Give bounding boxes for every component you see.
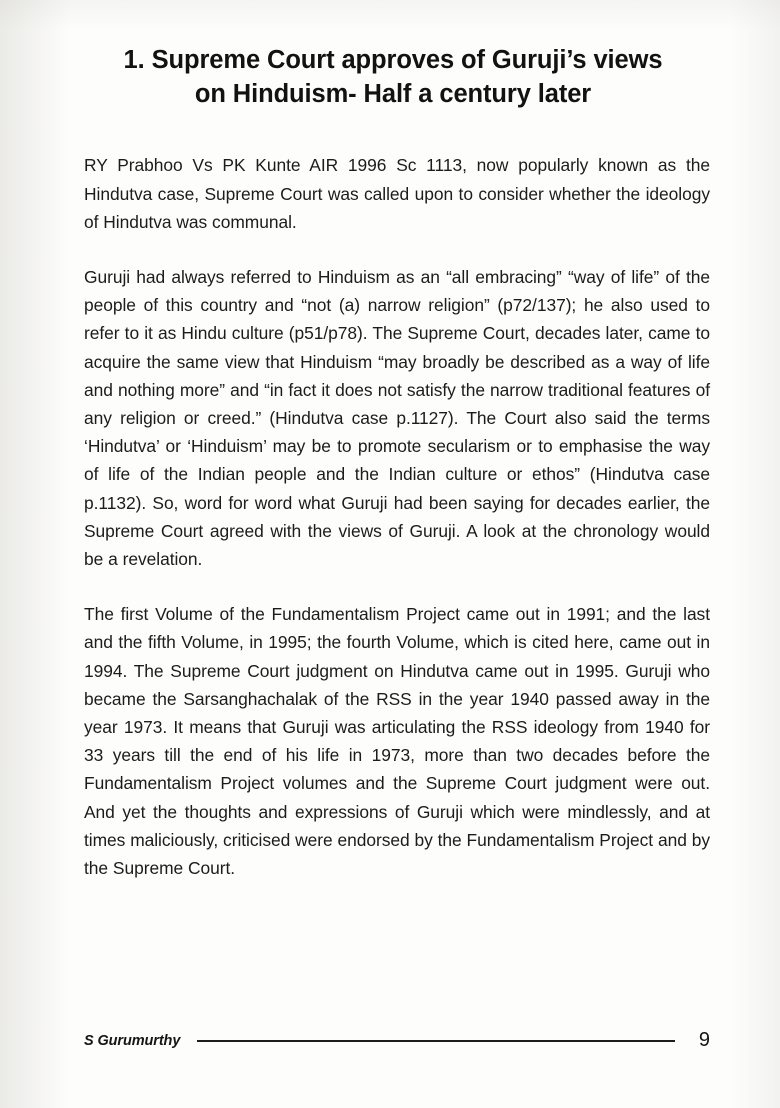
page-footer	[84, 1029, 710, 1052]
chapter-title-line-1: 1. Supreme Court approves of Guruji’s views	[123, 46, 663, 74]
footer-author-name: S Gurumurthy	[84, 1032, 181, 1049]
chapter-title-line-2: on Hinduism- Half a century later	[194, 79, 592, 108]
body-text	[84, 151, 710, 882]
footer-page-number: 9	[698, 1029, 710, 1051]
footer-divider-rule	[197, 1040, 675, 1042]
paragraph-1: RY Prabhoo Vs PK Kunte AIR 1996 Sc 1113, now popularly known as the Hindutva case, Supreme Court was called upon to consider whether the ideology of Hindutva was communal.	[84, 155, 710, 232]
paragraph-2: Guruji had always referred to Hinduism as an “all embracing” “way of life” of the people of this country and “not (a) narrow religion” (p72/137); he also used to refer to it as Hindu culture (p51/p78). The Supreme Court, decades later, came to acquire the same view that Hinduism “may broadly be described as a way of life and nothing more” and “in fact it does not satisfy the narrow traditional features of any religion or creed.” (Hindutva case p.1127). The Court also said the terms ‘Hindutva’ or ‘Hinduism’ may be to promote secularism or to emphasise the way of life of the Indian people and the Indian culture or ethos” (Hindutva case p.1132). So, word for word what Guruji had been saying for decades earlier, the Supreme Court agreed with the views of Guruji. A look at the chronology would be a revelation.	[84, 266, 710, 569]
paragraph-3: The first Volume of the Fundamentalism Project came out in 1991; and the last and the fifth Volume, in 1995; the fourth Volume, which is cited here, came out in 1994. The Supreme Court judgment on Hindutva came out in 1995. Guruji who became the Sarsanghachalak of the RSS in the year 1940 passed away in the year 1973. It means that Guruji was articulating the RSS ideology from 1940 for 33 years till the end of his life in 1973, more than two decades before the Fundamentalism Project volumes and the Supreme Court judgment were out. And yet the thoughts and expressions of Guruji which were mindlessly, and at times maliciously, criticised were endorsed by the Fundamentalism Project and by the Supreme Court.	[84, 604, 710, 878]
page-title	[78, 0, 708, 111]
